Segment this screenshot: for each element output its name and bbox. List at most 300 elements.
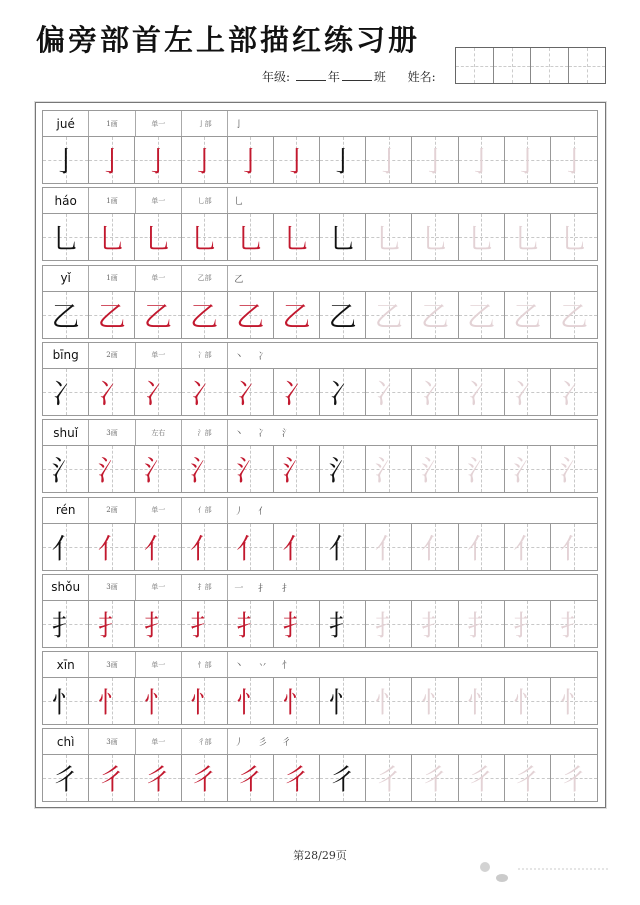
faint-trace-cell[interactable] [505, 214, 551, 260]
student-info-line [262, 68, 436, 85]
radical-glyph: 氵 [97, 454, 126, 488]
radical-glyph: 氵 [559, 454, 588, 488]
radical-glyph: 乙 [467, 299, 496, 333]
class-blank[interactable] [342, 70, 372, 81]
radical-glyph: 乚 [513, 222, 542, 256]
grade-blank[interactable] [296, 70, 326, 81]
radical-glyph: 扌 [143, 608, 172, 642]
radical-glyph: 扌 [190, 608, 219, 642]
model-char-cell[interactable] [43, 137, 89, 183]
trace-char-cell[interactable] [135, 755, 181, 801]
radical-glyph: 冫 [513, 376, 542, 410]
radical-glyph: 冫 [559, 376, 588, 410]
stroke-count: 1画 [89, 266, 135, 291]
trace-char-cell[interactable] [228, 214, 274, 260]
trace-char-cell[interactable] [228, 369, 274, 415]
page-title: 偏旁部首左上部描红练习册 [36, 23, 421, 57]
radical-glyph: 乚 [374, 222, 403, 256]
name-cell[interactable] [569, 48, 606, 83]
writing-row [43, 292, 597, 338]
trace-char-cell[interactable] [274, 678, 320, 724]
radical-glyph: 扌 [51, 608, 80, 642]
radical-glyph: 亻 [190, 531, 219, 565]
radical-glyph: 乙 [513, 299, 542, 333]
model-char-cell[interactable] [43, 292, 89, 338]
trace-char-cell[interactable] [89, 678, 135, 724]
pinyin-label: shǒu [43, 575, 89, 600]
structure-type: 单一 [136, 188, 182, 213]
structure-type: 左右 [136, 420, 182, 445]
radical-glyph: 彳 [328, 763, 357, 797]
radical-glyph: 乙 [51, 299, 80, 333]
faint-trace-cell[interactable] [551, 369, 597, 415]
faint-trace-cell[interactable] [412, 369, 458, 415]
faint-trace-cell[interactable] [412, 137, 458, 183]
radical-glyph: 彳 [420, 763, 449, 797]
radical-glyph: 乙 [328, 299, 357, 333]
stroke-count: 3画 [89, 575, 135, 600]
radical-glyph: 忄 [97, 686, 126, 720]
pinyin-label: yǐ [43, 266, 89, 291]
radical-glyph: 冫 [97, 376, 126, 410]
model-char-cell[interactable] [43, 755, 89, 801]
pinyin-label: shuǐ [43, 420, 89, 445]
practice-sheet [35, 102, 606, 808]
trace-char-cell[interactable] [274, 755, 320, 801]
faint-trace-cell[interactable] [505, 446, 551, 492]
radical-glyph: 忄 [374, 686, 403, 720]
radical-glyph: 忄 [190, 686, 219, 720]
faint-trace-cell[interactable] [366, 601, 412, 647]
faint-trace-cell[interactable] [459, 214, 505, 260]
radical-glyph: 亅 [374, 145, 403, 178]
radical-glyph: 扌 [467, 608, 496, 642]
trace-char-cell[interactable] [182, 137, 228, 183]
writing-row [43, 369, 597, 415]
writing-row [43, 137, 597, 183]
radical-glyph: 氵 [328, 454, 357, 488]
faint-trace-cell[interactable] [551, 678, 597, 724]
stroke-count: 3画 [89, 652, 135, 677]
radical-glyph: 扌 [282, 608, 311, 642]
faint-trace-cell[interactable] [412, 678, 458, 724]
class-label: 班 [373, 70, 386, 84]
stroke-count: 3画 [89, 729, 135, 754]
radical-glyph: 乙 [420, 299, 449, 333]
structure-type: 单一 [136, 729, 182, 754]
faint-trace-cell[interactable] [412, 524, 458, 570]
faint-trace-cell[interactable] [551, 214, 597, 260]
faint-trace-cell[interactable] [459, 601, 505, 647]
radical-glyph: 冫 [328, 376, 357, 410]
radical-glyph: 彳 [374, 763, 403, 797]
radical-glyph: 亅 [236, 145, 265, 178]
faint-trace-cell[interactable] [505, 678, 551, 724]
radical-glyph: 氵 [282, 454, 311, 488]
radical-glyph: 亻 [282, 531, 311, 565]
trace-char-cell[interactable] [228, 601, 274, 647]
row-header [43, 420, 597, 446]
radical-glyph: 亅 [328, 145, 357, 178]
radical-glyph: 亅 [143, 145, 172, 178]
trace-char-cell[interactable] [135, 601, 181, 647]
row-header [43, 188, 597, 214]
radical-glyph: 亅 [97, 145, 126, 178]
radical-glyph: 氵 [374, 454, 403, 488]
faint-trace-cell[interactable] [551, 446, 597, 492]
trace-char-cell[interactable] [182, 369, 228, 415]
grade-label: 年级: [262, 70, 291, 84]
radical-name: 亻部 [182, 498, 228, 523]
row-header [43, 729, 597, 755]
pinyin-label: jué [43, 111, 89, 136]
faint-trace-cell[interactable] [505, 601, 551, 647]
writing-row [43, 524, 597, 570]
pinyin-label: háo [43, 188, 89, 213]
faint-trace-cell[interactable] [505, 292, 551, 338]
radical-glyph: 亅 [282, 145, 311, 178]
trace-char-cell[interactable] [228, 678, 274, 724]
trace-char-cell[interactable] [274, 137, 320, 183]
trace-char-cell[interactable] [135, 292, 181, 338]
radical-name: 扌部 [182, 575, 228, 600]
faint-trace-cell[interactable] [551, 601, 597, 647]
row-header [43, 575, 597, 601]
radical-glyph: 乚 [236, 222, 265, 256]
faint-trace-cell[interactable] [551, 137, 597, 183]
radical-name: 亅部 [182, 111, 228, 136]
model-char-cell[interactable] [320, 292, 366, 338]
stroke-count: 2画 [89, 343, 135, 368]
model-char-cell[interactable] [43, 524, 89, 570]
radical-glyph: 亅 [559, 145, 588, 178]
trace-char-cell[interactable] [89, 369, 135, 415]
stroke-sequence: 丶 冫 氵 [234, 429, 298, 440]
radical-name: 乙部 [182, 266, 228, 291]
model-char-cell[interactable] [43, 678, 89, 724]
radical-glyph: 冫 [420, 376, 449, 410]
trace-char-cell[interactable] [135, 137, 181, 183]
radical-glyph: 彳 [190, 763, 219, 797]
row-header [43, 498, 597, 524]
watermark-icon [478, 860, 618, 886]
radical-glyph: 忄 [51, 686, 80, 720]
radical-name: 彳部 [182, 729, 228, 754]
radical-glyph: 氵 [143, 454, 172, 488]
faint-trace-cell[interactable] [366, 292, 412, 338]
model-char-cell[interactable] [320, 678, 366, 724]
name-writing-box[interactable] [455, 47, 606, 84]
writing-row [43, 446, 597, 492]
radical-glyph: 忄 [282, 686, 311, 720]
model-char-cell[interactable] [320, 446, 366, 492]
radical-glyph: 乙 [282, 299, 311, 333]
structure-type: 单一 [136, 575, 182, 600]
radical-glyph: 忄 [559, 686, 588, 720]
trace-char-cell[interactable] [182, 678, 228, 724]
trace-char-cell[interactable] [182, 292, 228, 338]
radical-glyph: 亻 [51, 531, 80, 565]
practice-row [42, 419, 598, 493]
name-cell[interactable] [456, 48, 494, 83]
radical-glyph: 乚 [420, 222, 449, 256]
radical-glyph: 彳 [513, 763, 542, 797]
trace-char-cell[interactable] [135, 214, 181, 260]
stroke-count: 1画 [89, 111, 135, 136]
radical-glyph: 扌 [97, 608, 126, 642]
stroke-sequence: 丿 彡 彳 [234, 738, 298, 749]
structure-type: 单一 [136, 266, 182, 291]
trace-char-cell[interactable] [228, 292, 274, 338]
name-cell[interactable] [494, 48, 532, 83]
stroke-count: 3画 [89, 420, 135, 445]
trace-char-cell[interactable] [89, 137, 135, 183]
radical-glyph: 扌 [328, 608, 357, 642]
trace-char-cell[interactable] [182, 446, 228, 492]
model-char-cell[interactable] [320, 369, 366, 415]
faint-trace-cell[interactable] [551, 292, 597, 338]
writing-row [43, 755, 597, 801]
radical-glyph: 亅 [420, 145, 449, 178]
model-char-cell[interactable] [320, 524, 366, 570]
name-label: 姓名: [407, 70, 436, 84]
radical-glyph: 乚 [97, 222, 126, 256]
stroke-sequence: 乙 [234, 274, 250, 285]
radical-glyph: 乚 [559, 222, 588, 256]
radical-glyph: 氵 [420, 454, 449, 488]
trace-char-cell[interactable] [135, 446, 181, 492]
faint-trace-cell[interactable] [459, 137, 505, 183]
radical-glyph: 亅 [51, 145, 80, 178]
trace-char-cell[interactable] [89, 601, 135, 647]
faint-trace-cell[interactable] [366, 446, 412, 492]
radical-glyph: 忄 [328, 686, 357, 720]
trace-char-cell[interactable] [89, 524, 135, 570]
radical-glyph: 亅 [190, 145, 219, 178]
radical-glyph: 彳 [51, 763, 80, 797]
radical-glyph: 氵 [513, 454, 542, 488]
radical-glyph: 冫 [143, 376, 172, 410]
radical-glyph: 乙 [190, 299, 219, 333]
practice-row [42, 728, 598, 802]
radical-name: 乚部 [182, 188, 228, 213]
radical-glyph: 乚 [143, 222, 172, 256]
radical-glyph: 亅 [513, 145, 542, 178]
writing-row [43, 678, 597, 724]
trace-char-cell[interactable] [274, 369, 320, 415]
radical-glyph: 乚 [51, 222, 80, 256]
stroke-sequence: 丿 亻 [234, 506, 274, 517]
pinyin-label: rén [43, 498, 89, 523]
faint-trace-cell[interactable] [505, 524, 551, 570]
faint-trace-cell[interactable] [505, 137, 551, 183]
radical-glyph: 扌 [559, 608, 588, 642]
faint-trace-cell[interactable] [412, 601, 458, 647]
faint-trace-cell[interactable] [366, 678, 412, 724]
stroke-sequence: 乚 [234, 197, 250, 208]
radical-glyph: 乙 [236, 299, 265, 333]
trace-char-cell[interactable] [274, 524, 320, 570]
radical-glyph: 扌 [374, 608, 403, 642]
faint-trace-cell[interactable] [459, 678, 505, 724]
pinyin-label: chì [43, 729, 89, 754]
radical-glyph: 乚 [282, 222, 311, 256]
radical-glyph: 彳 [467, 763, 496, 797]
trace-char-cell[interactable] [274, 601, 320, 647]
structure-type: 单一 [136, 343, 182, 368]
faint-trace-cell[interactable] [551, 524, 597, 570]
trace-char-cell[interactable] [135, 678, 181, 724]
faint-trace-cell[interactable] [366, 755, 412, 801]
faint-trace-cell[interactable] [412, 446, 458, 492]
radical-glyph: 亻 [143, 531, 172, 565]
radical-glyph: 亻 [559, 531, 588, 565]
name-cell[interactable] [531, 48, 569, 83]
radical-glyph: 乙 [559, 299, 588, 333]
faint-trace-cell[interactable] [366, 214, 412, 260]
radical-glyph: 彳 [282, 763, 311, 797]
faint-trace-cell[interactable] [505, 755, 551, 801]
radical-glyph: 亻 [328, 531, 357, 565]
trace-char-cell[interactable] [228, 755, 274, 801]
faint-trace-cell[interactable] [459, 292, 505, 338]
radical-glyph: 亅 [467, 145, 496, 178]
faint-trace-cell[interactable] [412, 214, 458, 260]
trace-char-cell[interactable] [182, 214, 228, 260]
radical-glyph: 彳 [559, 763, 588, 797]
faint-trace-cell[interactable] [459, 755, 505, 801]
radical-glyph: 亻 [374, 531, 403, 565]
radical-glyph: 冫 [190, 376, 219, 410]
practice-row [42, 265, 598, 339]
trace-char-cell[interactable] [89, 292, 135, 338]
radical-glyph: 扌 [420, 608, 449, 642]
radical-glyph: 冫 [467, 376, 496, 410]
radical-glyph: 亻 [467, 531, 496, 565]
radical-glyph: 亻 [97, 531, 126, 565]
radical-glyph: 乚 [190, 222, 219, 256]
stroke-sequence: 亅 [234, 120, 250, 130]
radical-glyph: 冫 [374, 376, 403, 410]
structure-type: 单一 [136, 111, 182, 136]
structure-type: 单一 [136, 498, 182, 523]
trace-char-cell[interactable] [135, 524, 181, 570]
radical-glyph: 忄 [143, 686, 172, 720]
practice-row [42, 651, 598, 725]
model-char-cell[interactable] [320, 601, 366, 647]
faint-trace-cell[interactable] [412, 755, 458, 801]
faint-trace-cell[interactable] [366, 137, 412, 183]
radical-glyph: 亻 [513, 531, 542, 565]
radical-glyph: 氵 [190, 454, 219, 488]
trace-char-cell[interactable] [228, 446, 274, 492]
faint-trace-cell[interactable] [505, 369, 551, 415]
row-header [43, 266, 597, 292]
practice-row [42, 574, 598, 648]
pinyin-label: bīng [43, 343, 89, 368]
year-label: 年 [327, 70, 340, 84]
radical-glyph: 冫 [51, 376, 80, 410]
radical-glyph: 冫 [236, 376, 265, 410]
faint-trace-cell[interactable] [366, 369, 412, 415]
model-char-cell[interactable] [43, 446, 89, 492]
faint-trace-cell[interactable] [459, 524, 505, 570]
page-number: 第28/29页 [293, 849, 347, 862]
radical-glyph: 乚 [467, 222, 496, 256]
radical-glyph: 乙 [143, 299, 172, 333]
stroke-sequence: 丶 冫 [234, 351, 274, 362]
radical-glyph: 氵 [467, 454, 496, 488]
radical-name: 氵部 [182, 420, 228, 445]
faint-trace-cell[interactable] [459, 369, 505, 415]
faint-trace-cell[interactable] [412, 292, 458, 338]
model-char-cell[interactable] [320, 214, 366, 260]
practice-row [42, 110, 598, 184]
faint-trace-cell[interactable] [366, 524, 412, 570]
trace-char-cell[interactable] [182, 601, 228, 647]
radical-glyph: 忄 [513, 686, 542, 720]
radical-glyph: 忄 [467, 686, 496, 720]
practice-row [42, 497, 598, 571]
radical-glyph: 彳 [97, 763, 126, 797]
radical-glyph: 亻 [236, 531, 265, 565]
trace-char-cell[interactable] [89, 755, 135, 801]
model-char-cell[interactable] [43, 601, 89, 647]
pinyin-label: xīn [43, 652, 89, 677]
radical-name: 忄部 [182, 652, 228, 677]
writing-row [43, 214, 597, 260]
row-header [43, 111, 597, 137]
trace-char-cell[interactable] [135, 369, 181, 415]
radical-glyph: 忄 [420, 686, 449, 720]
trace-char-cell[interactable] [182, 524, 228, 570]
radical-glyph: 乚 [328, 222, 357, 256]
model-char-cell[interactable] [320, 137, 366, 183]
radical-glyph: 忄 [236, 686, 265, 720]
radical-glyph: 氵 [51, 454, 80, 488]
trace-char-cell[interactable] [274, 446, 320, 492]
row-header [43, 652, 597, 678]
practice-row [42, 342, 598, 416]
stroke-count: 2画 [89, 498, 135, 523]
stroke-sequence: 丶 丷 忄 [234, 661, 298, 672]
trace-char-cell[interactable] [228, 137, 274, 183]
model-char-cell[interactable] [320, 755, 366, 801]
trace-char-cell[interactable] [228, 524, 274, 570]
radical-glyph: 冫 [282, 376, 311, 410]
row-header [43, 343, 597, 369]
model-char-cell[interactable] [43, 214, 89, 260]
trace-char-cell[interactable] [89, 446, 135, 492]
radical-glyph: 彳 [143, 763, 172, 797]
radical-glyph: 乙 [97, 299, 126, 333]
stroke-count: 1画 [89, 188, 135, 213]
radical-glyph: 扌 [513, 608, 542, 642]
radical-name: 冫部 [182, 343, 228, 368]
radical-glyph: 氵 [236, 454, 265, 488]
trace-char-cell[interactable] [274, 214, 320, 260]
trace-char-cell[interactable] [89, 214, 135, 260]
faint-trace-cell[interactable] [459, 446, 505, 492]
practice-row [42, 187, 598, 261]
radical-glyph: 彳 [236, 763, 265, 797]
radical-glyph: 亻 [420, 531, 449, 565]
trace-char-cell[interactable] [182, 755, 228, 801]
faint-trace-cell[interactable] [551, 755, 597, 801]
trace-char-cell[interactable] [274, 292, 320, 338]
radical-glyph: 乙 [374, 299, 403, 333]
model-char-cell[interactable] [43, 369, 89, 415]
